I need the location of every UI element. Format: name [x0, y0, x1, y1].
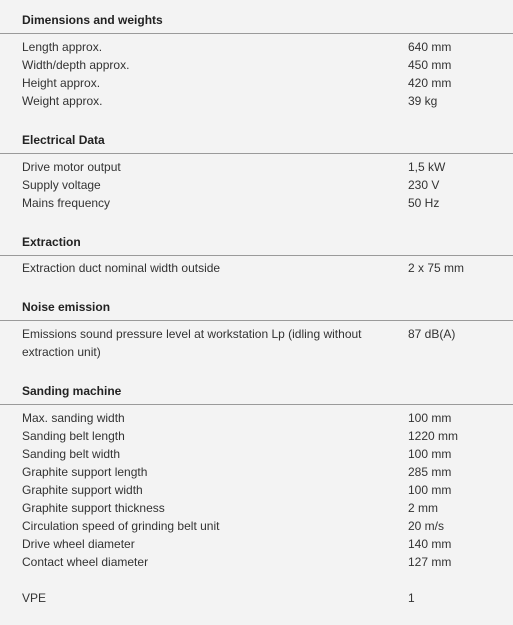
- spec-row: [0, 535, 513, 553]
- section-divider: [0, 320, 513, 321]
- spec-label: Emissions sound pressure level at workstation Lp (idling without: [22, 327, 362, 341]
- section-divider: [0, 153, 513, 154]
- spec-row: [0, 553, 513, 571]
- spec-value: 420 mm: [408, 76, 452, 90]
- section-divider: [0, 33, 513, 34]
- vpe-value: 1: [408, 591, 415, 605]
- vpe-row: [0, 589, 513, 607]
- spec-label: Extraction duct nominal width outside: [22, 261, 221, 275]
- spec-row: [0, 427, 513, 445]
- spec-value: 100 mm: [408, 411, 452, 425]
- spec-label: Drive wheel diameter: [22, 537, 135, 551]
- spec-row: [0, 463, 513, 481]
- spec-label-continued: extraction unit): [22, 345, 101, 359]
- spec-row: [0, 38, 513, 56]
- spec-value: 20 m/s: [408, 519, 445, 533]
- spec-label: Sanding belt length: [22, 429, 125, 443]
- spec-value: 50 Hz: [408, 196, 440, 210]
- spec-value: 230 V: [408, 178, 440, 192]
- spec-label: Graphite support length: [22, 465, 148, 479]
- spec-label: Weight approx.: [22, 94, 103, 108]
- vpe-label: VPE: [22, 591, 47, 605]
- spec-row: [0, 499, 513, 517]
- spec-value: 127 mm: [408, 555, 452, 569]
- spec-value: 1220 mm: [408, 429, 459, 443]
- spec-label: Length approx.: [22, 40, 103, 54]
- spec-value: 450 mm: [408, 58, 452, 72]
- spec-row: [0, 325, 513, 361]
- spec-row: [0, 74, 513, 92]
- spec-row: [0, 409, 513, 427]
- spec-row: [0, 259, 513, 277]
- spec-row: [0, 176, 513, 194]
- spec-row: [0, 481, 513, 499]
- spec-label: Graphite support thickness: [22, 501, 165, 515]
- spec-label: Supply voltage: [22, 178, 101, 192]
- section-title: Extraction: [22, 235, 81, 249]
- spec-value: 140 mm: [408, 537, 452, 551]
- section-title: Electrical Data: [22, 133, 105, 147]
- spec-label: Drive motor output: [22, 160, 121, 174]
- spec-label: Max. sanding width: [22, 411, 125, 425]
- spec-row: [0, 517, 513, 535]
- spec-value: 1,5 kW: [408, 160, 446, 174]
- spec-label: Sanding belt width: [22, 447, 121, 461]
- section-divider: [0, 255, 513, 256]
- spec-value: 2 x 75 mm: [408, 261, 465, 275]
- section-divider: [0, 404, 513, 405]
- spec-value: 100 mm: [408, 447, 452, 461]
- spec-value: 100 mm: [408, 483, 452, 497]
- spec-value: 2 mm: [408, 501, 438, 515]
- spec-label: Height approx.: [22, 76, 101, 90]
- spec-row: [0, 158, 513, 176]
- spec-value: 640 mm: [408, 40, 452, 54]
- spec-value: 39 kg: [408, 94, 438, 108]
- spec-label: Mains frequency: [22, 196, 111, 210]
- spec-row: [0, 445, 513, 463]
- spec-row: [0, 56, 513, 74]
- spec-row: [0, 194, 513, 212]
- section-title: Sanding machine: [22, 384, 122, 398]
- spec-label: Graphite support width: [22, 483, 143, 497]
- spec-row: [0, 92, 513, 110]
- spec-label: Width/depth approx.: [22, 58, 130, 72]
- spec-label: Circulation speed of grinding belt unit: [22, 519, 220, 533]
- spec-value: 87 dB(A): [408, 327, 456, 341]
- section-title: Noise emission: [22, 300, 111, 314]
- spec-value: 285 mm: [408, 465, 452, 479]
- section-title: Dimensions and weights: [22, 13, 163, 27]
- spec-label: Contact wheel diameter: [22, 555, 149, 569]
